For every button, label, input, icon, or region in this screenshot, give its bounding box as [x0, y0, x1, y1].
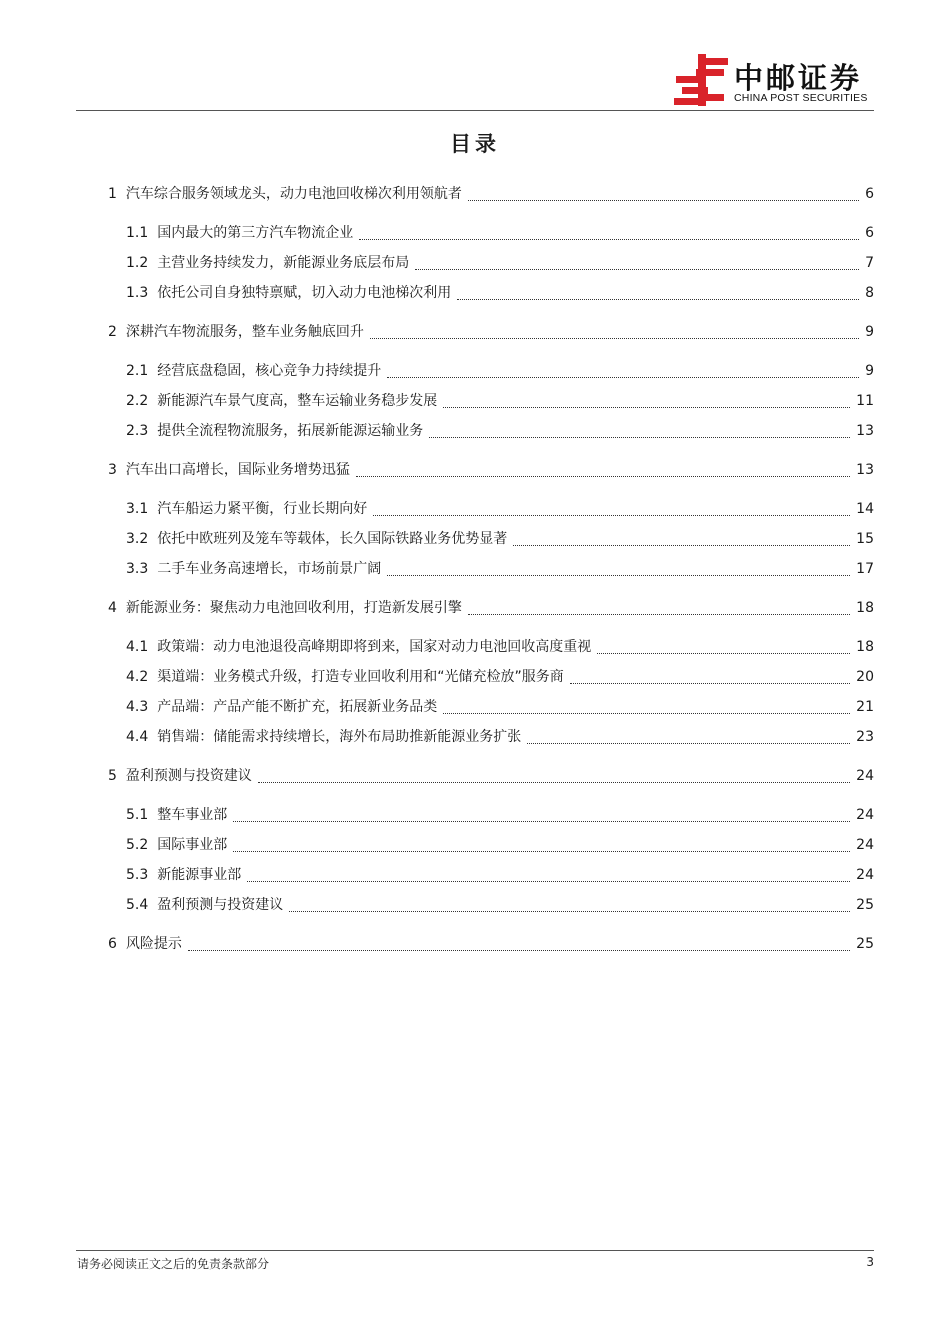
toc-entry-page-number: 14: [856, 501, 874, 517]
toc-entry-heading: [126, 498, 367, 520]
toc-entry-title: 风险提示: [125, 936, 182, 952]
toc-entry-page-number: 25: [856, 936, 874, 952]
toc-entry-page-number: 24: [856, 768, 874, 784]
toc-entry[interactable]: [126, 696, 874, 718]
toc-entry-number: 5: [108, 768, 117, 784]
toc-entry-title: 政策端：动力电池退役高峰期即将到来，国家对动力电池回收高度重视: [157, 639, 592, 655]
toc-entry[interactable]: [108, 933, 874, 955]
toc-entry-heading: [126, 222, 353, 244]
toc-entry-title: 盈利预测与投资建议: [157, 897, 284, 913]
toc-entry[interactable]: [126, 834, 874, 856]
toc-entry-page-number: 17: [856, 561, 874, 577]
toc-entry-page-number: 23: [856, 729, 874, 745]
toc-dot-leader: [233, 821, 850, 822]
toc-dot-leader: [457, 299, 859, 300]
toc-entry-heading: [126, 282, 451, 304]
footer-disclaimer: 请务必阅读正文之后的免责条款部分: [77, 1257, 270, 1271]
toc-entry-number: 4.2: [126, 669, 149, 685]
toc-entry-title: 产品端：产品产能不断扩充，拓展新业务品类: [157, 699, 438, 715]
toc-entry-title: 汽车综合服务领域龙头，动力电池回收梯次利用领航者: [125, 186, 462, 202]
toc-entry-heading: [126, 834, 227, 856]
toc-entry-number: 2: [108, 324, 117, 340]
toc-entry-heading: [126, 558, 381, 580]
toc-entry-heading: [108, 597, 462, 619]
toc-entry[interactable]: [108, 321, 874, 343]
toc-entry-number: 4: [108, 600, 117, 616]
toc-entry-heading: [126, 528, 507, 550]
toc-entry-number: 2.1: [126, 363, 149, 379]
toc-entry[interactable]: [126, 360, 874, 382]
toc-entry[interactable]: [126, 390, 874, 412]
toc-entry-page-number: 11: [856, 393, 874, 409]
toc-entry-title: 新能源事业部: [157, 867, 242, 883]
toc-entry-page-number: 9: [865, 324, 874, 340]
toc-entry-heading: [126, 252, 409, 274]
toc-entry-heading: [108, 765, 252, 787]
toc-entry-heading: [126, 636, 591, 658]
toc-entry-page-number: 24: [856, 837, 874, 853]
toc-entry[interactable]: [108, 765, 874, 787]
toc-entry-page-number: 9: [865, 363, 874, 379]
toc-dot-leader: [468, 200, 859, 201]
toc-entry-title: 新能源业务：聚焦动力电池回收利用，打造新发展引擎: [125, 600, 462, 616]
toc-entry-heading: [126, 804, 227, 826]
footer-divider: [76, 1250, 874, 1251]
toc-entry[interactable]: [126, 726, 874, 748]
toc-entry-heading: [126, 894, 283, 916]
toc-entry[interactable]: [126, 804, 874, 826]
toc-entry-number: 3.2: [126, 531, 149, 547]
toc-entry-number: 3: [108, 462, 117, 478]
toc-entry[interactable]: [108, 183, 874, 205]
toc-entry-title: 新能源汽车景气度高，整车运输业务稳步发展: [157, 393, 438, 409]
toc-entry-title: 国内最大的第三方汽车物流企业: [157, 225, 354, 241]
toc-entry[interactable]: [126, 864, 874, 886]
toc-entry-number: 5.2: [126, 837, 149, 853]
toc-entry[interactable]: [126, 252, 874, 274]
toc-entry[interactable]: [126, 636, 874, 658]
toc-entry-page-number: 25: [856, 897, 874, 913]
toc-dot-leader: [258, 782, 850, 783]
toc-entry-page-number: 8: [865, 285, 874, 301]
toc-entry[interactable]: [126, 498, 874, 520]
toc-dot-leader: [468, 614, 850, 615]
toc-entry-title: 依托公司自身独特禀赋，切入动力电池梯次利用: [157, 285, 452, 301]
toc-entry-page-number: 6: [865, 225, 874, 241]
toc-entry-page-number: 15: [856, 531, 874, 547]
toc-entry-number: 5.1: [126, 807, 149, 823]
toc-entry-page-number: 20: [856, 669, 874, 685]
toc-dot-leader: [359, 239, 859, 240]
toc-entry-heading: [126, 666, 564, 688]
toc-entry-number: 1.3: [126, 285, 149, 301]
toc-entry[interactable]: [126, 558, 874, 580]
toc-entry-title: 国际事业部: [157, 837, 228, 853]
toc-dot-leader: [370, 338, 859, 339]
toc-entry-number: 3.1: [126, 501, 149, 517]
toc-entry-number: 6: [108, 936, 117, 952]
logo-english-name: CHINA POST SECURITIES: [734, 92, 868, 104]
toc-entry-number: 4.4: [126, 729, 149, 745]
toc-entry-number: 2.3: [126, 423, 149, 439]
toc-entry-heading: [126, 696, 437, 718]
toc-entry-title: 经营底盘稳固，核心竞争力持续提升: [157, 363, 382, 379]
toc-dot-leader: [373, 515, 850, 516]
toc-entry-title: 汽车船运力紧平衡，行业长期向好: [157, 501, 368, 517]
toc-entry-title: 依托中欧班列及笼车等载体，长久国际铁路业务优势显著: [157, 531, 508, 547]
toc-dot-leader: [233, 851, 850, 852]
toc-dot-leader: [570, 683, 850, 684]
toc-title: 目录: [450, 132, 500, 156]
toc-entry-number: 5.4: [126, 897, 149, 913]
toc-entry-title: 销售端：储能需求持续增长，海外布局助推新能源业务扩张: [157, 729, 522, 745]
toc-dot-leader: [415, 269, 859, 270]
toc-dot-leader: [513, 545, 850, 546]
toc-entry-page-number: 24: [856, 807, 874, 823]
toc-entry-number: 4.3: [126, 699, 149, 715]
toc-entry-page-number: 24: [856, 867, 874, 883]
toc-entry-title: 汽车出口高增长，国际业务增势迅猛: [125, 462, 350, 478]
toc-entry-heading: [126, 390, 437, 412]
toc-entry-title: 整车事业部: [157, 807, 228, 823]
toc-dot-leader: [387, 575, 850, 576]
toc-dot-leader: [527, 743, 850, 744]
toc-entry-heading: [108, 459, 350, 481]
toc-dot-leader: [429, 437, 850, 438]
toc-entry-page-number: 18: [856, 600, 874, 616]
toc-entry[interactable]: [126, 894, 874, 916]
toc-dot-leader: [289, 911, 850, 912]
toc-entry[interactable]: [126, 420, 874, 442]
toc-entry-page-number: 21: [856, 699, 874, 715]
toc-dot-leader: [443, 713, 850, 714]
toc-entry[interactable]: [108, 459, 874, 481]
toc-entry-title: 二手车业务高速增长，市场前景广阔: [157, 561, 382, 577]
toc-entry-page-number: 7: [865, 255, 874, 271]
logo-chinese-name: 中邮证券: [734, 61, 863, 95]
toc-entry-page-number: 18: [856, 639, 874, 655]
toc-entry-title: 深耕汽车物流服务，整车业务触底回升: [125, 324, 364, 340]
toc-entry-heading: [126, 360, 381, 382]
toc-entry-number: 3.3: [126, 561, 149, 577]
toc-entry-heading: [108, 321, 364, 343]
toc-entry-number: 5.3: [126, 867, 149, 883]
footer-page-number: 3: [866, 1255, 874, 1269]
toc-entry[interactable]: [126, 222, 874, 244]
toc-entry-page-number: 13: [856, 423, 874, 439]
toc-entry[interactable]: [108, 597, 874, 619]
toc-entry-heading: [126, 420, 423, 442]
toc-entry[interactable]: [126, 282, 874, 304]
toc-dot-leader: [443, 407, 850, 408]
toc-entry-page-number: 13: [856, 462, 874, 478]
toc-dot-leader: [597, 653, 850, 654]
toc-entry-title: 盈利预测与投资建议: [125, 768, 252, 784]
toc-dot-leader: [188, 950, 850, 951]
toc-entry-number: 4.1: [126, 639, 149, 655]
toc-entry-title: 主营业务持续发力，新能源业务底层布局: [157, 255, 410, 271]
toc-entry-heading: [126, 864, 241, 886]
toc-entry-page-number: 6: [865, 186, 874, 202]
toc-entry-number: 2.2: [126, 393, 149, 409]
toc-entry-heading: [108, 183, 462, 205]
toc-entry-title: 提供全流程物流服务，拓展新能源运输业务: [157, 423, 424, 439]
toc-entry-number: 1: [108, 186, 117, 202]
toc-dot-leader: [247, 881, 850, 882]
toc-entry-number: 1.2: [126, 255, 149, 271]
toc-entry[interactable]: [126, 528, 874, 550]
toc-dot-leader: [356, 476, 850, 477]
toc-entry-number: 1.1: [126, 225, 149, 241]
toc-entry-heading: [126, 726, 521, 748]
toc-entry-title: 渠道端：业务模式升级，打造专业回收利用和“光储充检放”服务商: [157, 669, 564, 685]
toc-entry[interactable]: [126, 666, 874, 688]
toc-dot-leader: [387, 377, 859, 378]
toc-entry-heading: [108, 933, 182, 955]
